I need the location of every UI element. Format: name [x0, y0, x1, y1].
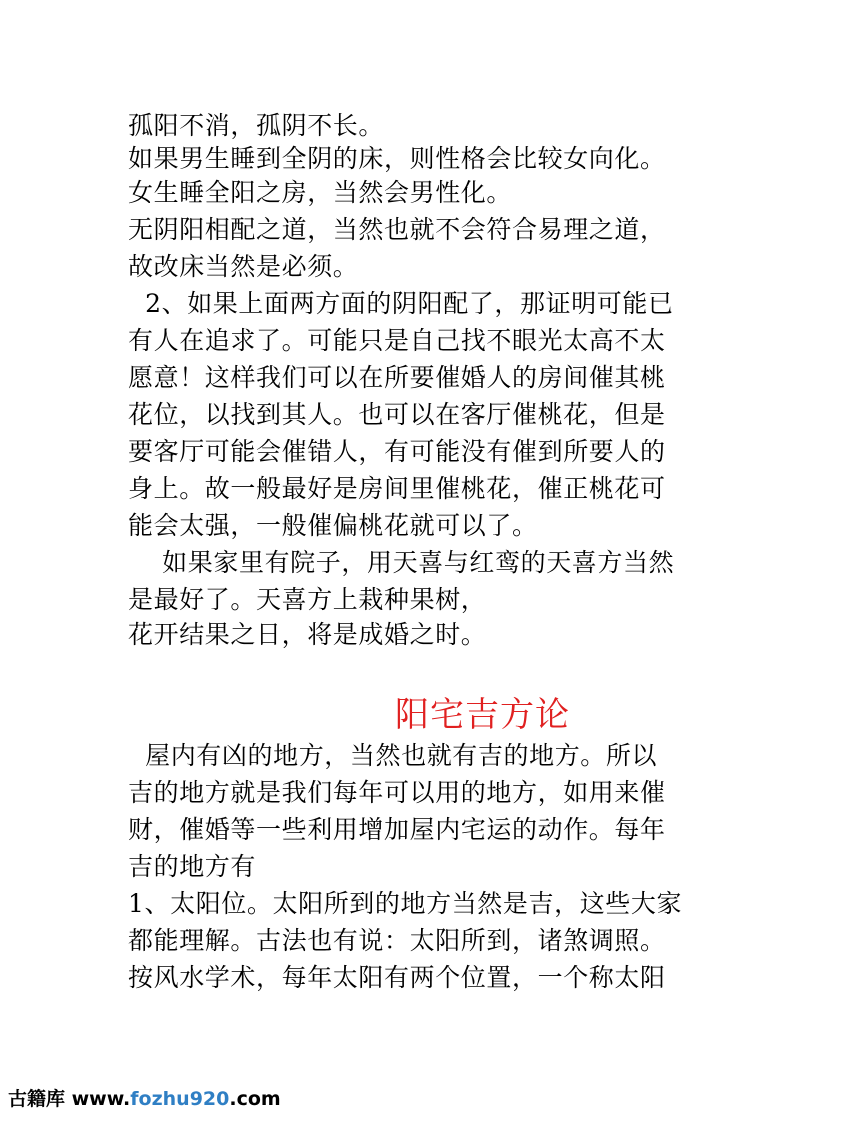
footer-suffix: .com [229, 1088, 281, 1110]
text-line: 1、太阳位。太阳所到的地方当然是吉，这些大家 [128, 889, 683, 918]
text-line: 要客厅可能会催错人，有可能没有催到所要人的 [128, 437, 666, 466]
text-line: 2、如果上面两方面的阴阳配了，那证明可能已 [128, 289, 674, 318]
text-line: 女生睡全阳之房，当然会男性化。 [128, 178, 513, 207]
text-line: 能会太强，一般催偏桃花就可以了。 [128, 511, 538, 540]
text-line: 身上。故一般最好是房间里催桃花，催正桃花可 [128, 474, 666, 503]
text-line: 愿意！这样我们可以在所要催婚人的房间催其桃 [128, 363, 666, 392]
text-line: 花开结果之日，将是成婚之时。 [128, 620, 487, 649]
text-line: 孤阳不消，孤阴不长。 [128, 111, 385, 140]
text-line: 都能理解。古法也有说：太阳所到，诸煞调照。 [128, 926, 666, 955]
text-line: 屋内有凶的地方，当然也就有吉的地方。所以 [128, 741, 658, 770]
text-line: 是最好了。天喜方上栽种果树， [128, 585, 487, 614]
footer-prefix: 古籍库 www. [8, 1088, 131, 1110]
footer-highlight: fozhu920 [130, 1088, 230, 1110]
text-line: 有人在追求了。可能只是自己找不眼光太高不太 [128, 326, 666, 355]
text-line: 吉的地方就是我们每年可以用的地方，如用来催 [128, 778, 666, 807]
section-heading: 阳宅吉方论 [395, 695, 570, 735]
text-line: 吉的地方有 [128, 852, 257, 881]
text-line: 按风水学术，每年太阳有两个位置，一个称太阳 [128, 963, 666, 992]
text-line: 故改床当然是必须。 [128, 252, 359, 281]
text-line: 无阴阳相配之道，当然也就不会符合易理之道， [128, 215, 666, 244]
text-line: 财，催婚等一些利用增加屋内宅运的动作。每年 [128, 815, 666, 844]
text-line: 如果男生睡到全阴的床，则性格会比较女向化。 [128, 144, 666, 173]
site-watermark-footer [8, 1086, 281, 1112]
text-line: 如果家里有院子，用天喜与红鸾的天喜方当然 [128, 548, 675, 577]
text-line: 花位，以找到其人。也可以在客厅催桃花，但是 [128, 400, 666, 429]
